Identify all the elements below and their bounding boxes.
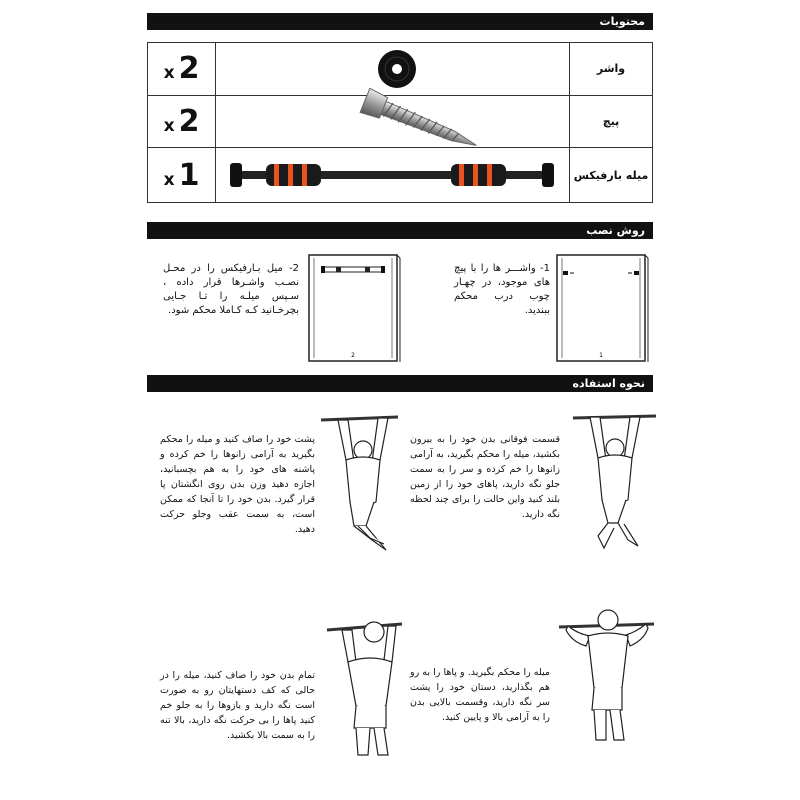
contents-header <box>147 13 653 30</box>
door-frame-diagram-2 <box>308 254 404 364</box>
screw-qty: x 2 <box>148 95 216 148</box>
washer-name: واشر <box>570 43 653 96</box>
pullup-figure-swing <box>318 408 408 558</box>
pullup-bar-icon <box>216 149 569 201</box>
installation-title: روش نصب <box>586 224 645 237</box>
usage-step-3: میله را محکم بگیرید. و پاها را به رو هم بگذارید، دستان خود را پشت سر نگه دارید، وقسمت بالایی بدن را به آرامی بالا و پایین کنید. <box>410 667 550 723</box>
screw-icon <box>216 96 569 146</box>
usage-title: نحوه استفاده <box>572 377 645 390</box>
installation-header <box>147 222 653 239</box>
pullup-figure-straight <box>322 610 412 760</box>
table-row <box>148 95 653 148</box>
install-step-1: 1- واشـــر ها را با پیچ های موجود، در چهـار چوب درب محکم ببندید. <box>454 263 550 316</box>
screw-name: پیچ <box>570 95 653 148</box>
pullup-figure-knees-bent <box>568 408 658 558</box>
washer-icon <box>216 44 569 94</box>
table-row <box>148 148 653 203</box>
usage-step-4: تمام بدن خود را صاف کنید، میله را در حالی که کف دستهایتان رو به صورت است نگه دارید و بازوها را به جلو خم کنید پاها را بی حرکت نگه دارید، بالا تنه را به سمت بالا بکشید. <box>160 670 315 741</box>
washer-qty: x 2 <box>148 43 216 96</box>
usage-header <box>147 375 653 392</box>
contents-title: محتویات <box>599 15 645 28</box>
usage-step-1: قسمت فوقانی بدن خود را به بیرون بکشید، میله را محکم بگیرید، به آرامی زانوها را خم کرده و سر را به سمت جلو نگه دارید، پاهای خود را از زمین بلند کنید واین حالت را برای چند لحظه نگه دارید. <box>410 434 560 520</box>
diagram-1-label: 1 <box>599 352 603 359</box>
diagram-2-label: 2 <box>351 352 355 359</box>
bar-name: میله بارفیکس <box>570 148 653 203</box>
door-frame-diagram-1 <box>556 254 648 364</box>
pullup-figure-behind-neck <box>556 600 656 760</box>
table-row <box>148 43 653 96</box>
contents-table <box>147 42 653 203</box>
bar-qty: x 1 <box>148 148 216 203</box>
usage-step-2: پشت خود را صاف کنید و میله را محکم بگیرید به آرامی زانوها را خم کرده و پاشنه های خود را به هم بچسبانید، اجازه دهید وزن بدن روی انگشتان پا قرار گیرد. بدن خود را تا آنجا که ممکن است، به سمت عقب وجلو حرکت دهید. <box>160 434 315 535</box>
install-step-2: 2- میل بـارفیکس را در محـل نصـب واشـرها قرار داده ، سـپس میلـه را تـا جـایی بچرخـانید کـه کـاملا محکم شود. <box>163 263 299 316</box>
